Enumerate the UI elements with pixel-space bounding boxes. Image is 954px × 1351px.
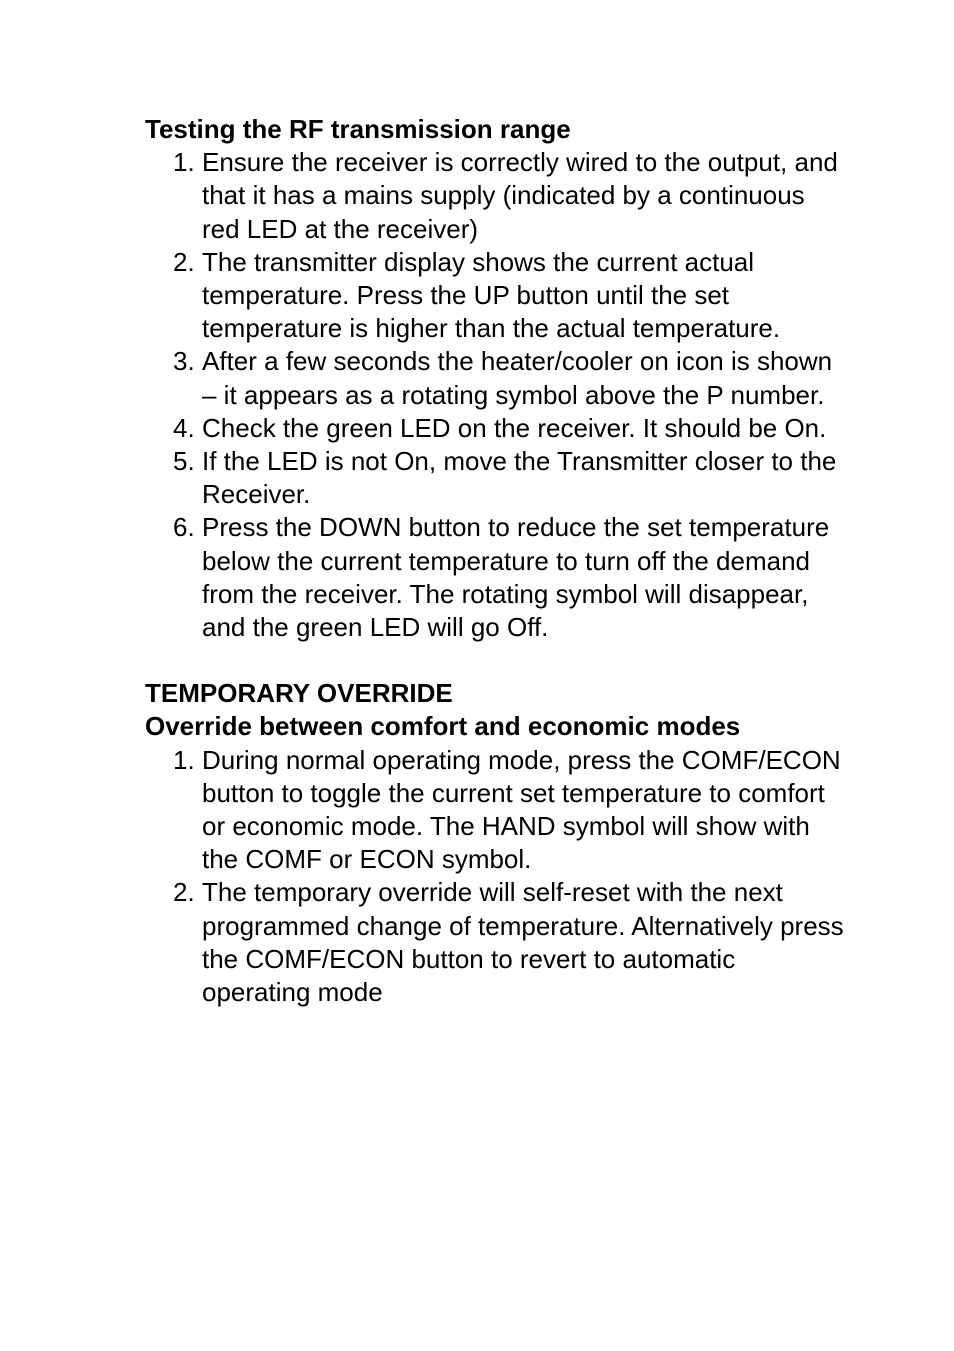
- step-number: 2.: [173, 877, 195, 908]
- step-number: 3.: [173, 346, 195, 377]
- document-page: [145, 113, 845, 1009]
- step-text: The transmitter display shows the current actual temperature. Press the UP button until the set temperature is higher than the actual temperature.: [202, 246, 781, 344]
- step-number: 2.: [173, 246, 195, 277]
- step-number: 6.: [173, 512, 195, 543]
- step-number: 1.: [173, 147, 195, 178]
- override-steps: [145, 744, 845, 1010]
- section-title-rf-range: Testing the RF transmission range: [145, 114, 571, 144]
- section-subtitle-override-modes: Override between comfort and economic modes: [145, 711, 741, 742]
- step-number: 1.: [173, 744, 195, 775]
- list-item: [145, 412, 845, 445]
- list-item: [145, 146, 845, 246]
- step-text: After a few seconds the heater/cooler on icon is shown – it appears as a rotating symbol above the P number.: [202, 346, 833, 410]
- list-item: [145, 876, 845, 1009]
- step-text: Check the green LED on the receiver. It should be On.: [202, 412, 827, 443]
- rf-range-steps: [145, 146, 845, 644]
- list-item: [145, 445, 845, 511]
- list-item: [145, 345, 845, 411]
- step-number: 5.: [173, 446, 195, 477]
- list-item: [145, 511, 845, 644]
- step-text: Press the DOWN button to reduce the set temperature below the current temperature to turn off the demand from the receiver. The rotating symbol will disappear, and the green LED will go Off.: [202, 512, 830, 643]
- step-text: Ensure the receiver is correctly wired to the output, and that it has a mains supply (indicated by a continuous red LED at the receiver): [202, 147, 838, 244]
- step-text: If the LED is not On, move the Transmitter closer to the Receiver.: [202, 446, 837, 510]
- step-text: The temporary override will self-reset with the next programmed change of temperature. Alternatively press the COMF/ECON button to revert to automatic operating mode: [202, 877, 844, 1008]
- step-text: During normal operating mode, press the COMF/ECON button to toggle the current set temperature to comfort or economic mode. The HAND symbol will show with the COMF or ECON symbol.: [202, 744, 841, 875]
- step-number: 4.: [173, 412, 195, 443]
- list-item: [145, 246, 845, 346]
- list-item: [145, 744, 845, 877]
- section-title-temporary-override: TEMPORARY OVERRIDE: [145, 678, 453, 709]
- section-gap: [145, 644, 845, 677]
